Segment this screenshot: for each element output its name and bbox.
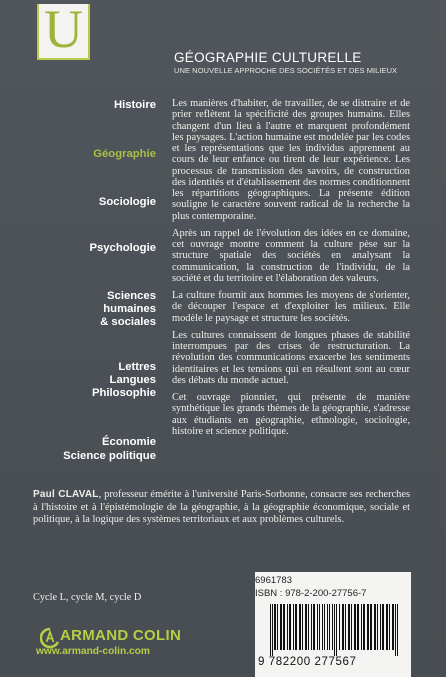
author-name: Paul CLAVAL [33, 489, 99, 500]
discipline-geographie: Géographie [93, 148, 156, 160]
barcode-image [268, 604, 406, 656]
discipline-sociologie: Sociologie [98, 196, 156, 208]
discipline-economie: Économie [102, 436, 156, 448]
discipline-sciences: Sciences [107, 290, 156, 302]
blurb [172, 98, 410, 443]
blurb-paragraph: Cet ouvrage pionnier, qui présente de manière synthétique les grands thèmes de la géographie, s'adresse aux étudiants en géographie, ethnologie, sociologie, histoire et science politique. [172, 392, 410, 437]
blurb-paragraph: Après un rappel de l'évolution des idées en ce domaine, cet ouvrage montre comment la culture pèse sur la structure spatiale des sociétés en analysant la communication, la construction de l'individu, de la société et du territoire et l'élaboration des valeurs. [172, 227, 410, 284]
blurb-paragraph: Les manières d'habiter, de travailler, de se distraire et de prier reflètent la spécificité des groupes humains. Elles changent d'un lieu à l'autre et marquent profondément les paysages. L'action humaine est modelée par les codes et les représentations que les individus apprennent au cours de leur enfance ou tirent de leur expérience. Les processus de transmission des savoirs, de construction des identités et d'établissement des normes conditionnent les répartitions géographiques. La présente édition souligne le caractère souvent radical de la recherche la plus contemporaine. [172, 98, 410, 222]
book-subtitle: UNE NOUVELLE APPROCHE DES SOCIÉTÉS ET DES MILIEUX [174, 66, 398, 75]
discipline-science-politique: Science politique [63, 450, 156, 462]
discipline-lettres: Lettres [118, 361, 156, 373]
discipline-humaines: humaines [103, 303, 156, 315]
cycle-label: Cycle L, cycle M, cycle D [33, 592, 142, 603]
isbn: ISBN : 978-2-200-27756-7 [255, 588, 367, 599]
publisher-name: ARMAND COLIN [60, 627, 182, 644]
blurb-paragraph: Les cultures connaissent de longues phases de stabilité interrompues par des crises de restructuration. La révolution des communications exacerbe les sentiments identitaires et les tensions qui en résultent sont au cœur des débats du monde actuel. [172, 329, 410, 386]
author-bio [33, 489, 410, 527]
barcode-digits: 9 782200 277567 [258, 656, 357, 668]
collection-logo [37, 0, 90, 60]
collection-logo-letter: U [44, 0, 83, 59]
product-code: 6961783 [255, 575, 292, 586]
discipline-sociales: & sociales [100, 316, 156, 328]
discipline-psychologie: Psychologie [89, 242, 156, 254]
discipline-philosophie: Philosophie [91, 387, 156, 399]
discipline-langues: Langues [109, 374, 156, 386]
publisher-url: www.armand-colin.com [36, 646, 150, 657]
discipline-histoire: Histoire [113, 99, 156, 111]
author-bio-text: , professeur émérite à l'université Paris-Sorbonne, consacre ses recherches à l'histoire et à l'épistémologie de la géographie, à la géographie économique, sociale et politique, à la logique des systèmes territoriaux et aux problèmes culturels. [33, 489, 410, 526]
blurb-paragraph: La culture fournit aux hommes les moyens de s'orienter, de découper l'espace et d'exploiter les milieux. Elle modèle le paysage et structure les sociétés. [172, 290, 410, 324]
book-title: GÉOGRAPHIE CULTURELLE [174, 50, 362, 65]
